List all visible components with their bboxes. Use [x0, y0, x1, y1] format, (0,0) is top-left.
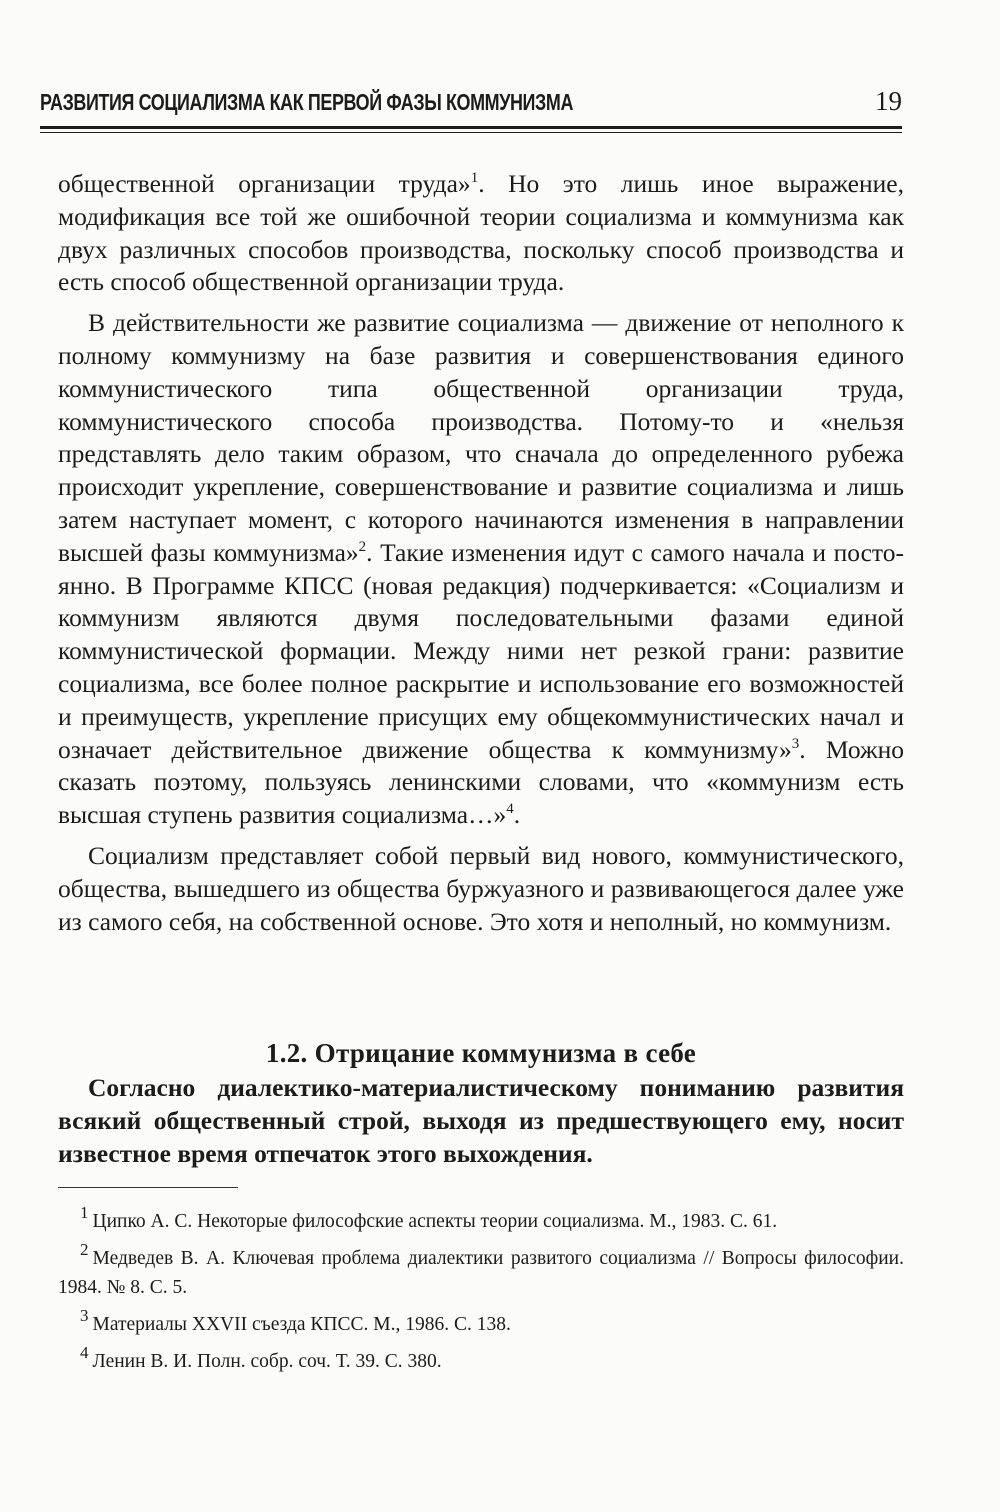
- footnote-ref-2[interactable]: 2: [358, 538, 367, 555]
- section-heading: 1.2. Отрицание коммунизма в себе: [265, 1038, 697, 1068]
- footnote-ref-3[interactable]: 3: [791, 735, 800, 752]
- footnote-1-number: 1: [80, 1203, 89, 1222]
- paragraph-2-text-b: . Такие изменения идут с самого начала и постоянно. В Программе КПСС (новая редакция) подчеркивается: «Социализм и коммунизм являются двумя последовательными фазами единой коммунистической формации. Между ними нет резкой грани: развитие социализма, все более полное раскрытие и использование его возможностей и преимуществ, укрепление присущих ему общекоммунистических начал и означает действительное движение общества к коммунизму»: [58, 537, 904, 764]
- footnote-4: [58, 1343, 904, 1376]
- footnote-4-text: Ленин В. И. Полн. собр. соч. Т. 39. С. 380.: [92, 1351, 442, 1372]
- body-text: [58, 168, 904, 938]
- footnote-3: [58, 1306, 904, 1339]
- section-paragraph: Согласно диалектико-материалистическому пониманию развития всякий общественный строй, выходя из предшествующего ему, носит известное время отпечаток этого выхождения.: [58, 1073, 904, 1168]
- footnote-ref-1[interactable]: 1: [470, 170, 479, 186]
- footnote-2-text: Медведев В. А. Ключевая проблема диалектики развитого социализма // Вопросы философии. 1984. № 8. С. 5.: [58, 1248, 904, 1298]
- footnote-1: [58, 1203, 904, 1236]
- paragraph-1-text-a: общественной организации труда»: [58, 169, 471, 198]
- page-number: 19: [875, 86, 902, 116]
- footnote-3-text: Материалы XXVII съезда КПСС. М., 1986. С. 138.: [92, 1314, 511, 1335]
- paragraph-2-text-d: .: [513, 800, 521, 830]
- running-header: [40, 86, 902, 117]
- paragraph-1-text-b: . Но это лишь иное выражение, модификация все той же ошибочной теории социализма и коммунизма как двух различных способов производства, поскольку способ производства и есть способ общественной организации труда.: [58, 169, 904, 297]
- running-header-title: РАЗВИТИЯ СОЦИАЛИЗМА КАК ПЕРВОЙ ФАЗЫ КОММУНИЗМА: [40, 89, 574, 115]
- footnote-4-number: 4: [80, 1343, 89, 1362]
- paragraph-2-text-a: В действительности же развитие социализма — движение от неполного к полному коммунизму на базе развития и совершенствования единого коммунистического типа общественной организации труда, коммунистического способа производства. Потому-то и «нельзя представлять дело таким образом, что сначала до определенного рубежа происходит укрепление, совершенствование и развитие социализма и лишь затем наступает момент, с которого начинаются изменения в направлении высшей фазы коммунизма»: [58, 308, 904, 567]
- footnote-2-number: 2: [80, 1240, 89, 1259]
- header-rule-thick: [40, 126, 902, 129]
- paragraph-2-text-c: . Можно сказать поэтому, пользуясь ленинскими словами, что «коммунизм есть высшая ступень развития социализма…»: [58, 734, 904, 830]
- footnote-3-number: 3: [80, 1306, 89, 1325]
- paragraph-1: [58, 168, 904, 299]
- footnotes: [58, 1203, 904, 1384]
- footnote-1-text: Ципко А. С. Некоторые философские аспекты теории социализма. М., 1983. С. 61.: [92, 1211, 778, 1232]
- paragraph-3: Социализм представляет собой первый вид нового, коммунистического, общества, вышедшего из общества буржуазного и развивающегося далее уже из самого себя, на собственной основе. Это хотя и неполный, но коммунизм.: [58, 840, 904, 936]
- footnote-divider: [58, 1187, 238, 1188]
- footnote-2: [58, 1240, 904, 1302]
- footnote-ref-4[interactable]: 4: [506, 801, 514, 818]
- section-text: [58, 1071, 904, 1170]
- header-rule-thin: [40, 132, 902, 133]
- paragraph-2: [58, 307, 904, 832]
